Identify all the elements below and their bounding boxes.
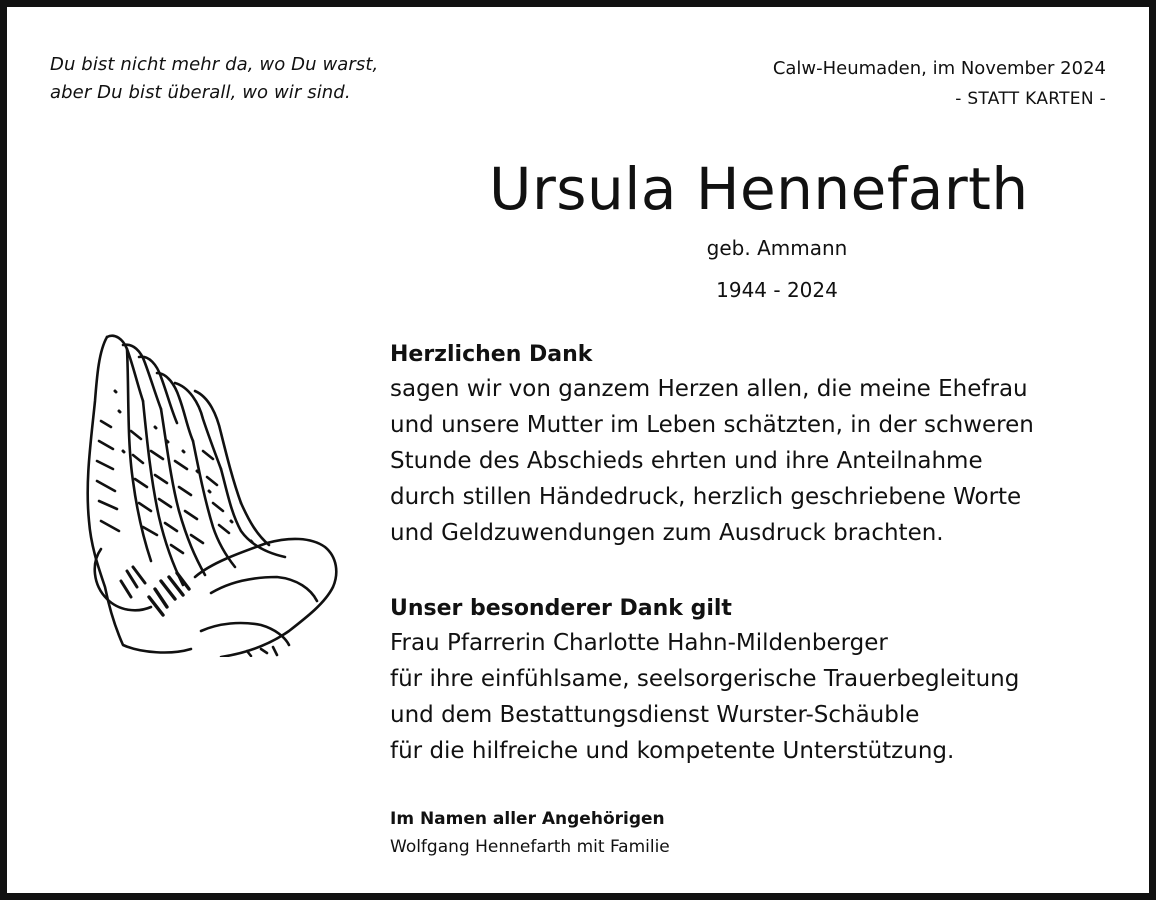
special-thanks-line-2: für ihre einfühlsame, seelsorgerische Trauerbegleitung xyxy=(390,666,1020,692)
special-thanks-line-1: Frau Pfarrerin Charlotte Hahn-Mildenberger xyxy=(390,630,888,656)
special-thanks-line-4: für die hilfreiche und kompetente Unterstützung. xyxy=(390,738,955,764)
thanks-heading: Herzlichen Dank xyxy=(390,342,593,367)
deceased-name: Ursula Hennefarth xyxy=(489,155,1029,223)
born-name: geb. Ammann xyxy=(706,236,848,260)
praying-hands-icon xyxy=(71,331,345,657)
statt-karten-label: - STATT KARTEN - xyxy=(955,89,1106,109)
thanks-line-3: Stunde des Abschieds ehrten und ihre Anteilnahme xyxy=(390,448,983,474)
thanks-line-2: und unsere Mutter im Leben schätzten, in der schweren xyxy=(390,412,1034,438)
place-date: Calw-Heumaden, im November 2024 xyxy=(772,58,1106,79)
thanks-line-4: durch stillen Händedruck, herzlich geschriebene Worte xyxy=(390,484,1022,510)
special-thanks-line-3: und dem Bestattungsdienst Wurster-Schäuble xyxy=(390,702,920,728)
special-thanks-text xyxy=(390,625,1130,769)
life-years: 1944 - 2024 xyxy=(716,278,838,302)
motto-line-2: aber Du bist überall, wo wir sind. xyxy=(50,82,351,103)
motto-line-1: Du bist nicht mehr da, wo Du warst, xyxy=(50,54,379,75)
thanks-section xyxy=(390,339,1130,551)
thanks-text xyxy=(390,371,1130,551)
signature-section xyxy=(390,805,670,861)
signature-heading: Im Namen aller Angehörigen xyxy=(390,809,665,829)
special-thanks-section xyxy=(390,593,1130,769)
thanks-line-5: und Geldzuwendungen zum Ausdruck brachten. xyxy=(390,520,944,546)
special-thanks-heading: Unser besonderer Dank gilt xyxy=(390,596,732,621)
thanks-line-1: sagen wir von ganzem Herzen allen, die meine Ehefrau xyxy=(390,376,1028,402)
motto-quote xyxy=(50,51,378,107)
signature-name: Wolfgang Hennefarth mit Familie xyxy=(390,837,670,857)
